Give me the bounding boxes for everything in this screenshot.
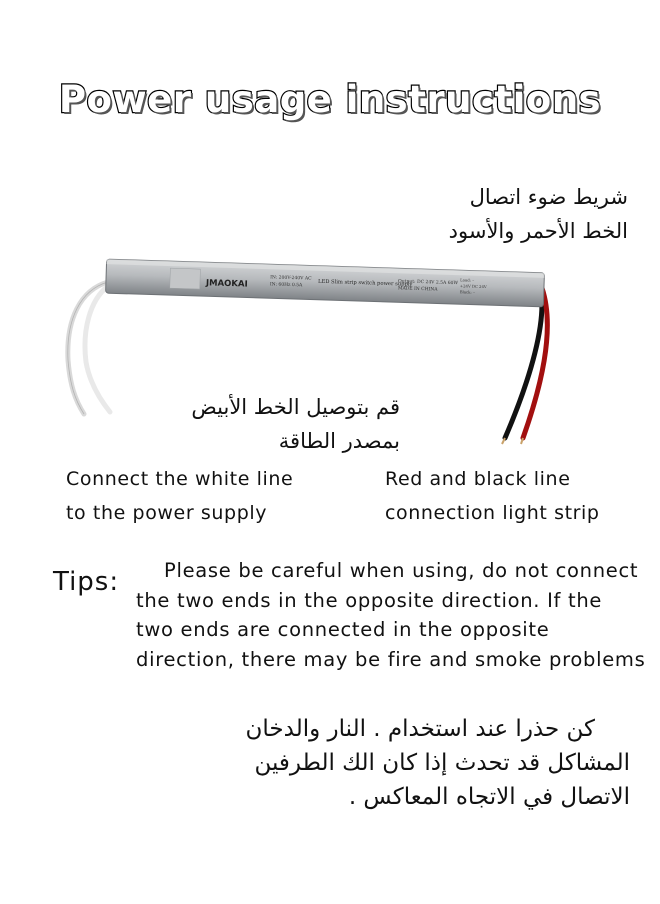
svg-text:Black: ⎯: Black: ⎯ [459,289,475,295]
arabic-top-line: الخط الأحمر والأسود [448,219,628,243]
device-label: LED Slim strip switch power supply [317,278,413,288]
page-title: Power usage instructions [58,78,602,121]
arabic-left-line: بمصدر الطاقة [278,429,400,453]
svg-text:IN: 200V-240V AC: IN: 200V-240V AC [270,275,312,282]
arabic-bottom-line: الاتصال في الاتجاه المعاكس . [348,784,630,810]
brand-label: JMAOKAI [205,278,248,290]
arabic-light-strip-note [338,180,628,248]
arabic-top-line: شريط ضوء اتصال [469,185,628,209]
arabic-power-note [55,390,400,458]
white-line-instruction [66,462,366,530]
red-black-line-instruction [385,462,655,530]
tips-label: Tips: [53,567,120,597]
english-left-line: Connect the white line [66,468,294,490]
svg-text:+24V DC 24V: +24V DC 24V [459,283,487,290]
svg-text:Output: DC 24V 2.5A 60W: Output: DC 24V 2.5A 60W [397,279,459,287]
arabic-bottom-line: كن حذرا عند استخدام . النار والدخان [245,716,595,742]
svg-text:IN: 60Hz 0.5A: IN: 60Hz 0.5A [269,282,303,289]
arabic-tips [110,712,630,814]
english-right-line: connection light strip [385,502,600,524]
svg-text:MADE IN CHINA: MADE IN CHINA [397,286,438,293]
arabic-bottom-line: المشاكل قد تحدث إذا كان الك الطرفين [254,750,630,776]
black-wire [505,286,542,438]
svg-text:Load: ⎯: Load: ⎯ [460,277,475,283]
tips-text: Please be careful when using, do not connect the two ends in the opposite direction. If the two ends are connected in the opposite direction, there may be fire and smoke problems [136,559,646,671]
english-left-line: to the power supply [66,502,268,524]
arabic-left-line: قم بتوصيل الخط الأبيض [191,395,400,419]
english-right-line: Red and black line [385,468,571,490]
